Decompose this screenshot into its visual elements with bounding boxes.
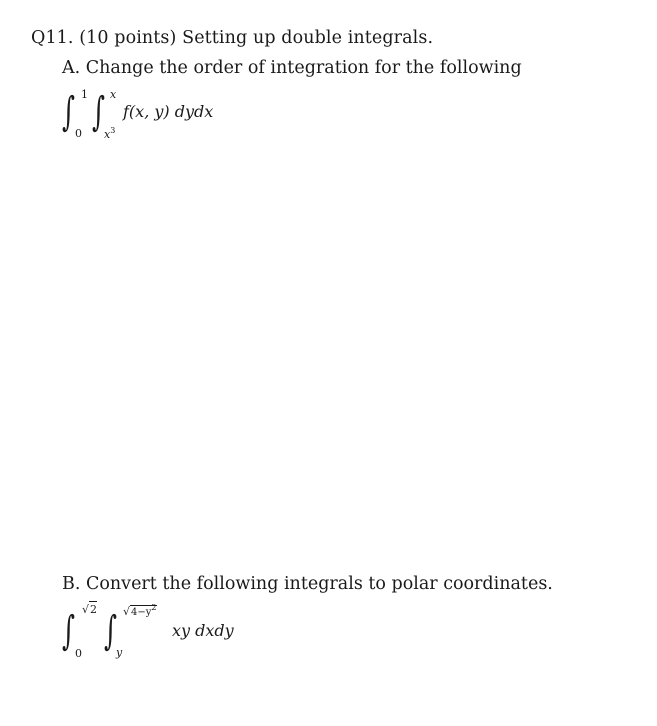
inner-lower-exponent: 3 <box>110 126 116 135</box>
part-a-double-integral <box>62 88 262 144</box>
inner-upper-limit <box>123 604 157 618</box>
outer-lower-limit: 0 <box>75 127 82 140</box>
inner-integral-sign: ∫ <box>104 608 117 654</box>
part-b-heading: B. Convert the following integrals to polar coordinates. <box>62 574 553 594</box>
inner-lower-limit <box>104 127 115 140</box>
part-b-integrand: xy dxdy <box>172 621 234 640</box>
outer-integral-sign: ∫ <box>62 608 75 654</box>
radicand-text: 4−y <box>131 607 152 618</box>
sqrt-radicand <box>130 605 156 618</box>
inner-lower-limit: y <box>116 646 123 659</box>
sqrt-symbol: √ <box>82 603 90 616</box>
sqrt-radicand: 2 <box>90 603 98 616</box>
part-a-heading: A. Change the order of integration for the following <box>62 58 522 78</box>
inner-lower-base: x <box>104 128 111 141</box>
inner-integral-sign: ∫ <box>92 89 105 135</box>
part-b-double-integral <box>62 603 302 663</box>
outer-lower-limit: 0 <box>75 647 82 660</box>
outer-integral-sign: ∫ <box>62 89 75 135</box>
question-title: Q11. (10 points) Setting up double integrals. <box>31 28 434 48</box>
radicand-exponent: 2 <box>151 603 157 612</box>
inner-upper-limit: x <box>110 88 117 101</box>
sqrt-symbol: √ <box>123 605 131 618</box>
outer-upper-limit <box>82 604 97 615</box>
outer-upper-limit: 1 <box>81 88 88 101</box>
part-a-integrand: f(x, y) dydx <box>123 102 214 121</box>
